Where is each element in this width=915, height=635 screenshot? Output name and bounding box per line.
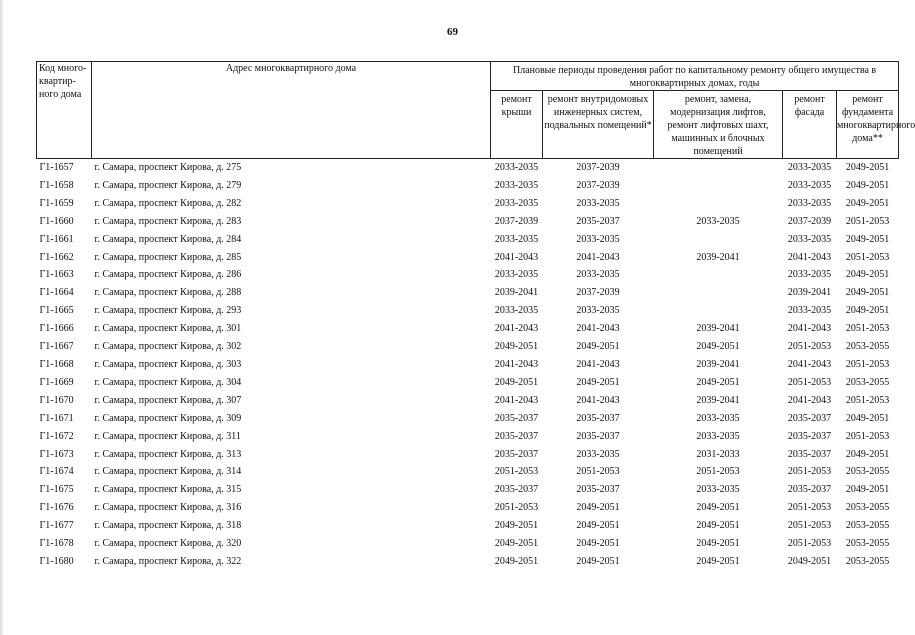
row-foundation: 2049-2051 [845, 179, 890, 191]
table-row [37, 517, 899, 535]
row-code: Г1-1674 [39, 466, 74, 478]
row-facade: 2049-2051 [787, 555, 832, 567]
row-code: Г1-1663 [39, 269, 74, 281]
row-foundation: 2049-2051 [845, 484, 890, 496]
table-row [37, 392, 899, 410]
row-address: г. Самара, проспект Кирова, д. 293 [94, 305, 242, 317]
row-roof: 2035-2037 [494, 412, 539, 424]
row-roof: 2037-2039 [494, 215, 539, 227]
table-row [37, 284, 899, 302]
row-code: Г1-1665 [39, 305, 74, 317]
row-code: Г1-1669 [39, 376, 74, 388]
table-row [37, 374, 899, 392]
row-foundation: 2051-2053 [845, 430, 890, 442]
row-address: г. Самара, проспект Кирова, д. 314 [94, 466, 242, 478]
row-lifts: 2051-2053 [696, 466, 740, 478]
table-row [37, 463, 899, 481]
row-facade: 2033-2035 [787, 269, 832, 281]
row-lifts: 2049-2051 [696, 376, 740, 388]
row-roof: 2041-2043 [494, 323, 539, 335]
row-roof: 2033-2035 [494, 197, 539, 209]
row-roof: 2049-2051 [494, 538, 539, 550]
table-row [37, 266, 899, 284]
header-facade: ремонт фасада [783, 91, 837, 159]
table-header [37, 62, 915, 159]
row-address: г. Самара, проспект Кирова, д. 320 [94, 538, 242, 550]
row-lifts: 2039-2041 [696, 251, 740, 263]
row-foundation: 2049-2051 [845, 197, 890, 209]
table-row [37, 249, 899, 267]
row-foundation: 2049-2051 [845, 269, 890, 281]
row-systems: 2037-2039 [576, 162, 620, 173]
row-lifts: 2049-2051 [696, 341, 740, 353]
row-roof: 2033-2035 [494, 269, 539, 281]
row-roof: 2033-2035 [494, 162, 539, 173]
row-systems: 2035-2037 [576, 484, 620, 496]
row-lifts [654, 231, 783, 249]
table-row [37, 231, 899, 249]
row-foundation: 2053-2055 [845, 502, 890, 514]
row-systems: 2033-2035 [576, 233, 620, 245]
row-facade: 2051-2053 [787, 538, 832, 550]
row-address: г. Самара, проспект Кирова, д. 279 [94, 179, 242, 191]
table-row [37, 177, 899, 195]
table-row [37, 195, 899, 213]
row-code: Г1-1664 [39, 287, 74, 299]
row-systems: 2041-2043 [576, 358, 620, 370]
row-address: г. Самара, проспект Кирова, д. 311 [94, 430, 241, 442]
row-lifts [654, 159, 783, 177]
row-foundation: 2051-2053 [845, 215, 890, 227]
table-row [37, 446, 899, 464]
row-foundation: 2049-2051 [845, 305, 890, 317]
row-code: Г1-1659 [39, 197, 74, 209]
row-foundation: 2051-2053 [845, 251, 890, 263]
table-body [37, 159, 899, 571]
capital-repair-table [36, 61, 915, 571]
row-code: Г1-1680 [39, 555, 74, 567]
row-code: Г1-1670 [39, 394, 74, 406]
row-roof: 2049-2051 [494, 341, 539, 353]
row-foundation: 2053-2055 [845, 538, 890, 550]
row-facade: 2051-2053 [787, 520, 832, 532]
row-facade: 2039-2041 [787, 287, 832, 299]
row-lifts [654, 195, 783, 213]
row-systems: 2049-2051 [576, 502, 620, 514]
row-systems: 2041-2043 [576, 323, 620, 335]
row-facade: 2051-2053 [787, 502, 832, 514]
table-row [37, 535, 899, 553]
row-foundation: 2053-2055 [845, 555, 890, 567]
table-row [37, 428, 899, 446]
row-systems: 2033-2035 [576, 448, 620, 460]
row-code: Г1-1660 [39, 215, 74, 227]
row-facade: 2051-2053 [787, 466, 832, 478]
row-lifts: 2049-2051 [696, 555, 740, 567]
row-systems: 2037-2039 [576, 179, 620, 191]
row-code: Г1-1661 [39, 233, 74, 245]
row-systems: 2049-2051 [576, 376, 620, 388]
row-lifts: 2049-2051 [696, 520, 740, 532]
row-facade: 2051-2053 [787, 376, 832, 388]
row-systems: 2035-2037 [576, 215, 620, 227]
header-systems: ремонт внутридомовых инженерных систем, подвальных помещений* [543, 91, 654, 159]
table-row [37, 553, 899, 571]
row-address: г. Самара, проспект Кирова, д. 275 [94, 162, 242, 173]
row-code: Г1-1677 [39, 520, 74, 532]
row-code: Г1-1667 [39, 341, 74, 353]
row-roof: 2051-2053 [494, 502, 539, 514]
row-lifts: 2033-2035 [696, 484, 740, 496]
table-row [37, 338, 899, 356]
row-roof: 2033-2035 [494, 305, 539, 317]
row-lifts: 2039-2041 [696, 323, 740, 335]
table-row [37, 159, 899, 177]
row-systems: 2035-2037 [576, 430, 620, 442]
row-code: Г1-1657 [39, 162, 74, 173]
row-code: Г1-1666 [39, 323, 74, 335]
row-lifts: 2049-2051 [696, 502, 740, 514]
row-address: г. Самара, проспект Кирова, д. 313 [94, 448, 242, 460]
row-facade: 2035-2037 [787, 430, 832, 442]
header-foundation: ремонт фундамента многоквартирного дома** [837, 91, 899, 159]
row-roof: 2035-2037 [494, 448, 539, 460]
row-roof: 2049-2051 [494, 555, 539, 567]
row-address: г. Самара, проспект Кирова, д. 316 [94, 502, 242, 514]
row-facade: 2033-2035 [787, 233, 832, 245]
row-foundation: 2053-2055 [845, 341, 890, 353]
row-code: Г1-1672 [39, 430, 74, 442]
row-facade: 2037-2039 [787, 215, 832, 227]
row-code: Г1-1668 [39, 358, 74, 370]
row-code: Г1-1662 [39, 251, 74, 263]
row-roof: 2035-2037 [494, 430, 539, 442]
row-roof: 2035-2037 [494, 484, 539, 496]
row-address: г. Самара, проспект Кирова, д. 302 [94, 341, 242, 353]
row-foundation: 2053-2055 [845, 376, 890, 388]
row-facade: 2033-2035 [787, 179, 832, 191]
row-lifts: 2031-2033 [696, 448, 740, 460]
row-address: г. Самара, проспект Кирова, д. 282 [94, 197, 242, 209]
row-facade: 2051-2053 [787, 341, 832, 353]
row-systems: 2035-2037 [576, 412, 620, 424]
row-foundation: 2051-2053 [845, 323, 890, 335]
row-facade: 2033-2035 [787, 162, 832, 173]
row-foundation: 2049-2051 [845, 233, 890, 245]
row-roof: 2049-2051 [494, 520, 539, 532]
row-code: Г1-1671 [39, 412, 74, 424]
row-address: г. Самара, проспект Кирова, д. 315 [94, 484, 242, 496]
row-code: Г1-1673 [39, 448, 74, 460]
header-address: Адрес многоквартирного дома [92, 62, 491, 159]
row-address: г. Самара, проспект Кирова, д. 286 [94, 269, 242, 281]
row-address: г. Самара, проспект Кирова, д. 284 [94, 233, 242, 245]
row-foundation: 2051-2053 [845, 394, 890, 406]
row-roof: 2033-2035 [494, 179, 539, 191]
row-foundation: 2051-2053 [845, 358, 890, 370]
row-lifts: 2039-2041 [696, 394, 740, 406]
row-systems: 2049-2051 [576, 520, 620, 532]
row-foundation: 2049-2051 [845, 287, 890, 299]
row-address: г. Самара, проспект Кирова, д. 301 [94, 323, 242, 335]
row-foundation: 2053-2055 [845, 520, 890, 532]
row-address: г. Самара, проспект Кирова, д. 322 [94, 555, 242, 567]
row-address: г. Самара, проспект Кирова, д. 288 [94, 287, 242, 299]
row-roof: 2041-2043 [494, 358, 539, 370]
row-systems: 2041-2043 [576, 251, 620, 263]
row-lifts: 2033-2035 [696, 215, 740, 227]
table-row [37, 356, 899, 374]
header-lifts: ремонт, замена, модернизация лифтов, ремонт лифтовых шахт, машинных и блочных помещений [654, 91, 783, 159]
table-row [37, 481, 899, 499]
row-address: г. Самара, проспект Кирова, д. 318 [94, 520, 242, 532]
row-address: г. Самара, проспект Кирова, д. 285 [94, 251, 242, 263]
row-foundation: 2049-2051 [845, 162, 890, 173]
header-periods: Плановые периоды проведения работ по капитальному ремонту общего имущества в многоквартирных домах, годы [491, 62, 899, 91]
scan-edge-shadow [0, 0, 4, 635]
row-lifts: 2039-2041 [696, 358, 740, 370]
row-lifts [654, 266, 783, 284]
row-lifts: 2049-2051 [696, 538, 740, 550]
row-lifts: 2033-2035 [696, 412, 740, 424]
row-systems: 2049-2051 [576, 555, 620, 567]
row-roof: 2041-2043 [494, 251, 539, 263]
row-address: г. Самара, проспект Кирова, д. 303 [94, 358, 242, 370]
row-address: г. Самара, проспект Кирова, д. 283 [94, 215, 242, 227]
row-foundation: 2049-2051 [845, 448, 890, 460]
row-facade: 2035-2037 [787, 448, 832, 460]
row-systems: 2051-2053 [576, 466, 620, 478]
row-facade: 2033-2035 [787, 197, 832, 209]
row-facade: 2041-2043 [787, 358, 832, 370]
table-row [37, 302, 899, 320]
row-roof: 2051-2053 [494, 466, 539, 478]
table-row [37, 213, 899, 231]
row-systems: 2041-2043 [576, 394, 620, 406]
row-code: Г1-1658 [39, 179, 74, 191]
row-roof: 2049-2051 [494, 376, 539, 388]
row-lifts [654, 302, 783, 320]
row-systems: 2033-2035 [576, 269, 620, 281]
row-foundation: 2053-2055 [845, 466, 890, 478]
row-facade: 2033-2035 [787, 305, 832, 317]
row-address: г. Самара, проспект Кирова, д. 307 [94, 394, 242, 406]
table-row [37, 410, 899, 428]
row-lifts [654, 284, 783, 302]
row-roof: 2041-2043 [494, 394, 539, 406]
header-code: Код много-квартир-ного дома [37, 62, 92, 159]
row-facade: 2035-2037 [787, 484, 832, 496]
row-systems: 2049-2051 [576, 538, 620, 550]
row-roof: 2033-2035 [494, 233, 539, 245]
table-row [37, 320, 899, 338]
header-roof: ремонт крыши [491, 91, 543, 159]
row-facade: 2035-2037 [787, 412, 832, 424]
row-foundation: 2049-2051 [845, 412, 890, 424]
row-facade: 2041-2043 [787, 323, 832, 335]
row-code: Г1-1676 [39, 502, 74, 514]
row-lifts [654, 177, 783, 195]
row-address: г. Самара, проспект Кирова, д. 309 [94, 412, 242, 424]
row-lifts: 2033-2035 [696, 430, 740, 442]
row-code: Г1-1675 [39, 484, 74, 496]
row-roof: 2039-2041 [494, 287, 539, 299]
row-address: г. Самара, проспект Кирова, д. 304 [94, 376, 242, 388]
row-systems: 2037-2039 [576, 287, 620, 299]
row-facade: 2041-2043 [787, 394, 832, 406]
row-systems: 2033-2035 [576, 197, 620, 209]
table-row [37, 499, 899, 517]
page-number: 69 [447, 26, 458, 38]
row-facade: 2041-2043 [787, 251, 832, 263]
row-systems: 2033-2035 [576, 305, 620, 317]
row-code: Г1-1678 [39, 538, 74, 550]
row-systems: 2049-2051 [576, 341, 620, 353]
